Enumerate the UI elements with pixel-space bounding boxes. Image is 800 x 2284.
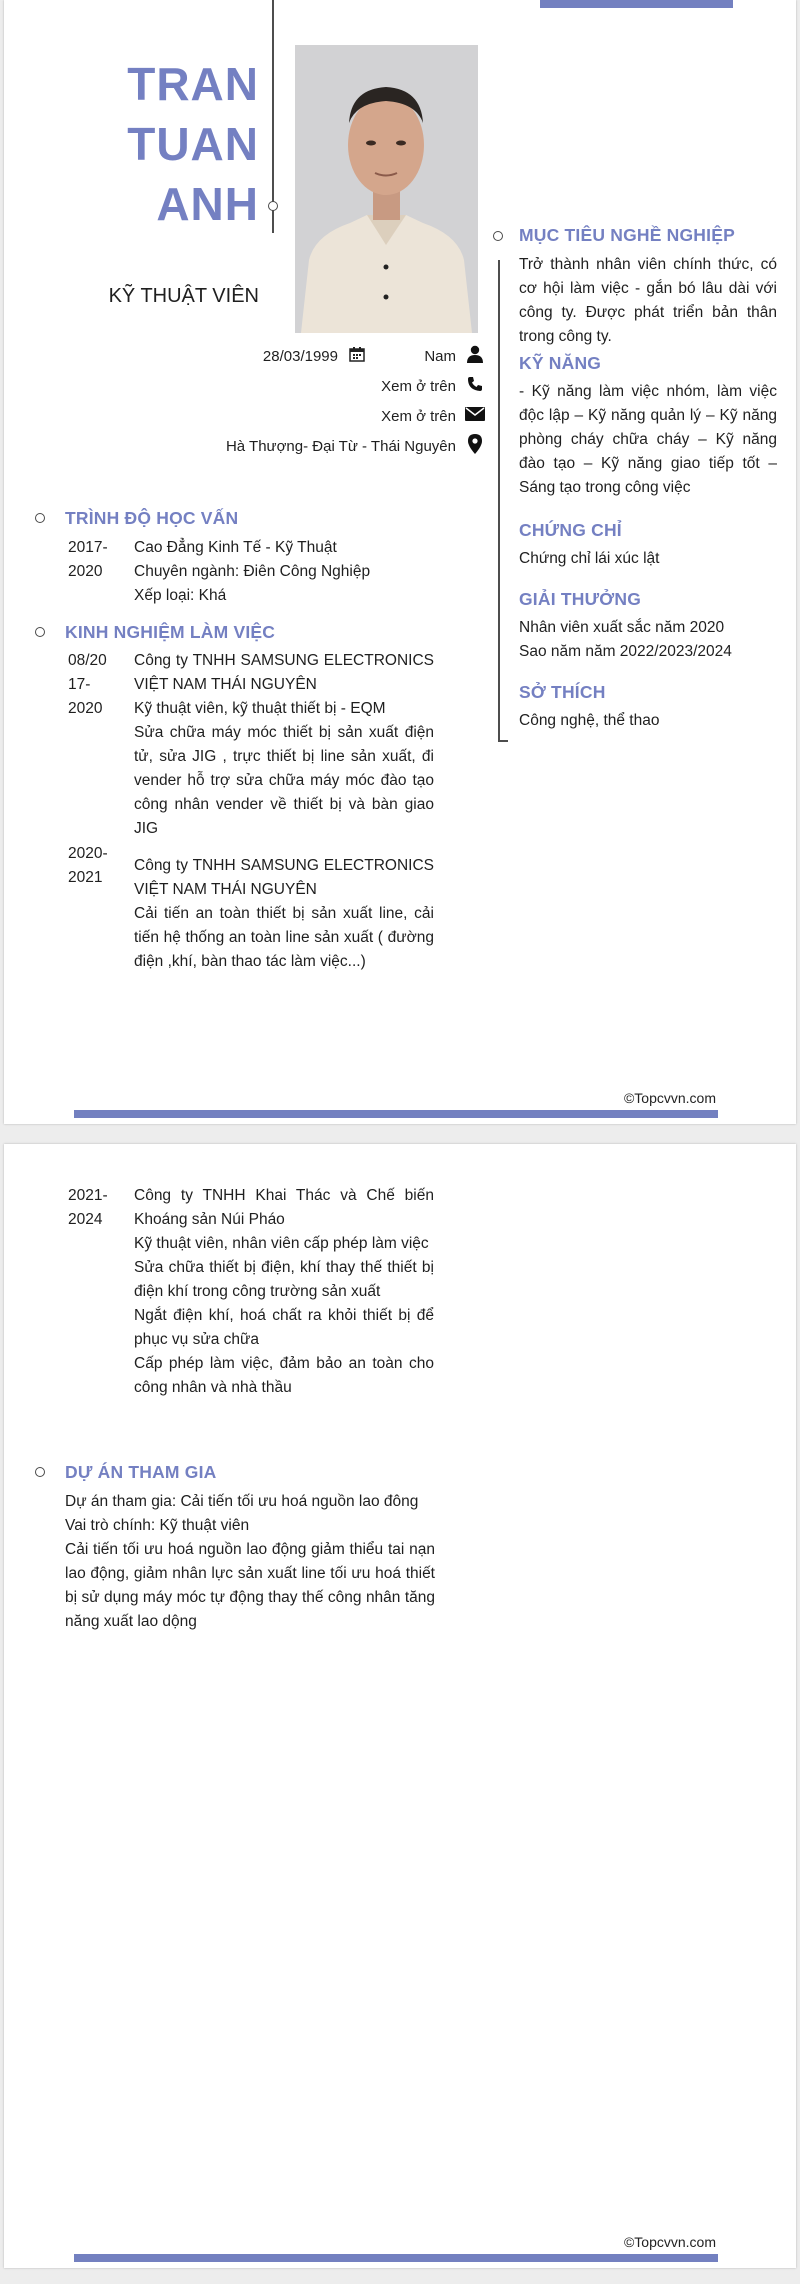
header-divider-line <box>272 0 274 233</box>
hobbies-title: SỞ THÍCH <box>519 682 606 702</box>
award-item: Nhân viên xuất sắc năm 2020 <box>519 619 725 636</box>
birthdate-row <box>263 344 368 368</box>
phone-icon <box>464 376 486 396</box>
education-title: TRÌNH ĐỘ HỌC VẤN <box>65 508 239 528</box>
name-line-1: TRAN <box>127 58 259 110</box>
profile-photo <box>295 45 478 333</box>
experience-2-details <box>134 854 434 974</box>
address-text: Hà Thượng- Đại Từ - Thái Nguyên <box>225 437 456 455</box>
name-line-2: TUAN <box>127 118 259 170</box>
education-details <box>134 536 434 608</box>
education-school: Cao Đẳng Kinh Tế - Kỹ Thuật <box>134 539 337 556</box>
experience-3-company: Công ty TNHH Khai Thác và Chế biến Khoáng sản Núi Pháo <box>134 1187 434 1228</box>
project-name: Dự án tham gia: Cải tiến tối ưu hoá nguồn lao đông <box>65 1493 419 1510</box>
certificates-title: CHỨNG CHỈ <box>519 520 622 540</box>
experience-3-period: 2021- 2024 <box>68 1187 108 1228</box>
experience-dot <box>35 627 45 637</box>
education-major: Chuyên ngành: Điên Công Nghiệp <box>134 563 371 580</box>
candidate-name <box>4 54 259 234</box>
experience-3-line-2: Ngắt điện khí, hoá chất ra khỏi thiết bị để phục vụ sửa chữa <box>134 1307 434 1348</box>
location-pin-icon <box>464 434 486 458</box>
bottom-accent-bar <box>74 1110 718 1118</box>
job-title: KỸ THUẬT VIÊN <box>108 285 259 307</box>
cv-page-1 <box>4 0 796 1124</box>
experience-1-period: 08/20 17- 2020 <box>68 652 107 717</box>
project-desc: Cải tiến tối ưu hoá nguồn lao động giảm thiểu tai nạn lao động, giảm nhân lực sản xuất line tối ưu hoá thiết bị sử dụng máy móc tự động thay thế công nhân tăng năng xuất lao dộng <box>65 1541 435 1630</box>
user-icon <box>464 345 486 367</box>
gender-row <box>424 344 486 368</box>
education-grade: Xếp loại: Khá <box>134 587 227 604</box>
hobbies-text: Công nghệ, thể thao <box>519 712 660 729</box>
header-timeline-dot <box>268 201 278 211</box>
experience-2-period: 2020- 2021 <box>68 845 108 886</box>
calendar-icon <box>346 346 368 366</box>
copyright-text-page-2: ©Topcvvn.com <box>623 2234 716 2250</box>
experience-1-details <box>134 649 434 841</box>
birthdate-text: 28/03/1999 <box>262 347 338 365</box>
experience-2-company: Công ty TNHH SAMSUNG ELECTRONICS VIỆT NAM THÁI NGUYÊN <box>134 857 434 898</box>
top-accent-bar <box>540 0 733 8</box>
education-dot <box>35 513 45 523</box>
experience-1-desc: Sửa chữa máy móc thiết bị sản xuất điện tử, sửa JIG , trực thiết bị line sản xuất, đi vender hỗ trợ sửa chữa máy móc đào tạo công nhân vender về thiết bị và bàn giao JIG <box>134 724 434 837</box>
experience-3-line-1: Sửa chữa thiết bị điện, khí thay thế thiết bị điện khí trong công trường sản xuất <box>134 1259 434 1300</box>
experience-3-details <box>134 1184 434 1400</box>
objective-title: MỤC TIÊU NGHỀ NGHIỆP <box>519 225 735 245</box>
experience-title: KINH NGHIỆM LÀM VIỆC <box>65 622 276 642</box>
experience-1-company: Công ty TNHH SAMSUNG ELECTRONICS VIỆT NAM THÁI NGUYÊN <box>134 652 434 693</box>
experience-2-desc: Cải tiến an toàn thiết bị sản xuất line, cải tiến hệ thống an toàn line sản xuất ( đường điện ,khí, bàn thao tác làm việc...) <box>134 905 434 970</box>
phone-text: Xem ở trên <box>381 377 456 395</box>
phone-row <box>381 374 486 398</box>
awards-title: GIẢI THƯỞNG <box>519 589 642 609</box>
address-row <box>226 434 486 458</box>
projects-dot <box>35 1467 45 1477</box>
cv-page-2 <box>4 1144 796 2268</box>
email-row <box>381 404 486 428</box>
education-period: 2017- 2020 <box>68 539 108 580</box>
experience-3-line-3: Cấp phép làm việc, đảm bảo an toàn cho công nhân và nhà thầu <box>134 1355 434 1396</box>
right-column-line <box>498 260 508 742</box>
projects-details <box>65 1490 435 1634</box>
mail-icon <box>464 407 486 425</box>
certificate-item: Chứng chỉ lái xúc lật <box>519 550 660 567</box>
skills-text: - Kỹ năng làm việc nhóm, làm việc độc lập – Kỹ năng quản lý – Kỹ năng phòng cháy chữa cháy – Kỹ năng đào tạo – Kỹ năng giao tiếp tốt – Sáng tạo trong công việc <box>519 383 777 496</box>
objective-dot <box>493 231 503 241</box>
projects-title: DỰ ÁN THAM GIA <box>65 1462 217 1482</box>
award-item: Sao năm năm 2022/2023/2024 <box>519 643 732 660</box>
bottom-accent-bar-page-2 <box>74 2254 718 2262</box>
copyright-text: ©Topcvvn.com <box>623 1090 716 1106</box>
experience-1-role: Kỹ thuật viên, kỹ thuật thiết bị - EQM <box>134 700 386 717</box>
experience-3-role: Kỹ thuật viên, nhân viên cấp phép làm việc <box>134 1235 429 1252</box>
skills-title: KỸ NĂNG <box>519 353 602 373</box>
awards-list <box>519 616 777 664</box>
email-text: Xem ở trên <box>381 407 456 425</box>
gender-text: Nam <box>424 347 456 365</box>
objective-text: Trở thành nhân viên chính thức, có cơ hội làm việc - gắn bó lâu dài với công ty. Được phát triển bản thân trong công ty. <box>519 256 777 345</box>
project-role: Vai trò chính: Kỹ thuật viên <box>65 1517 250 1534</box>
name-line-3: ANH <box>156 178 259 230</box>
